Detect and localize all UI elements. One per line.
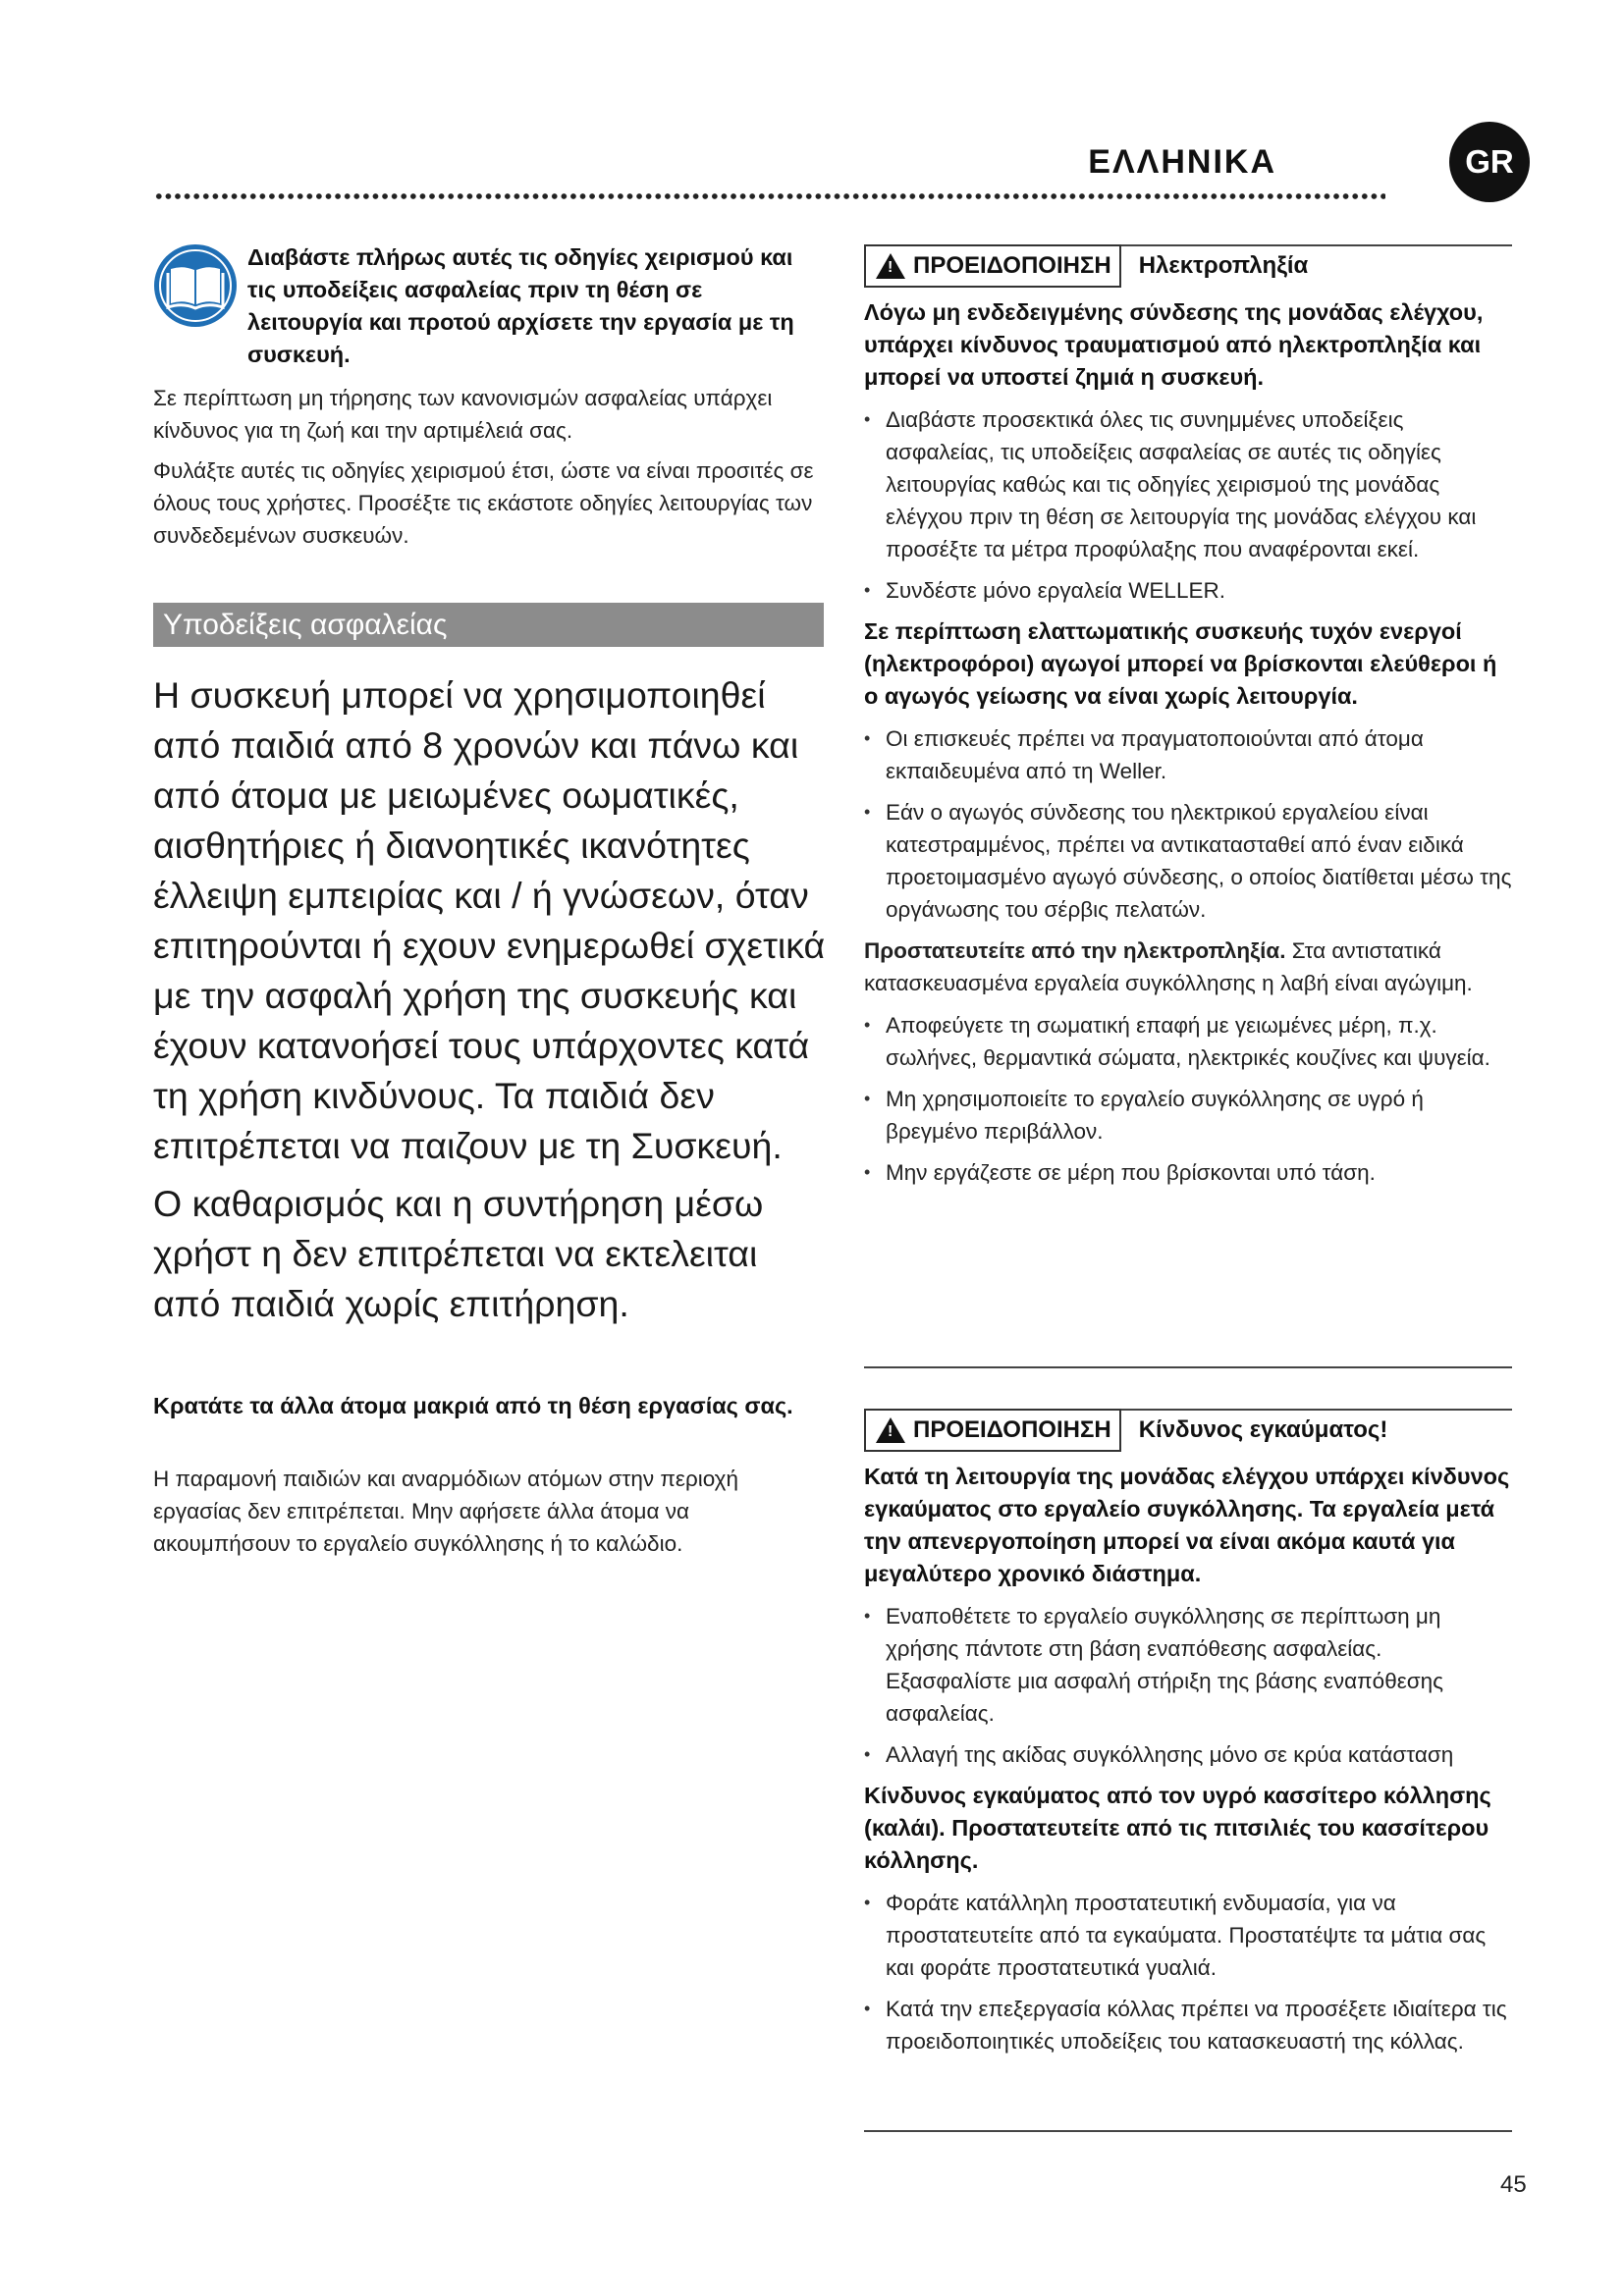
warning-header-burn [864, 1409, 1387, 1452]
warning-bottom-rule [864, 2130, 1512, 2132]
warning-label: ΠΡΟΕΙΔΟΠΟΙΗΣΗ [913, 252, 1111, 279]
list-item: • Οι επισκευές πρέπει να πραγματοποιούνται από άτομα εκπαιδευμένα από τη Weller. [864, 722, 1512, 787]
warning-subheading: Κίνδυνος εγκαύματος από τον υγρό κασσίτερο κόλλησης (καλάι). Προστατευτείτε από τις πιτσιλιές του κασσίτερου κόλλησης. [864, 1783, 1491, 1873]
children-usage-paragraph: Η συσκευή μπορεί να χρησιμοποιηθεί από παιδιά από 8 χρονών και πάνω και από άτομα με μειωμένες οωματικές, αισθητήριες ή διανοητικές ικανότητες έλλειψη εμπειρίας και / ή γνώσεων, όταν επιτηρούνται ή εχουν ενημερωθεί σχετικά με την ασφαλή χρήση της συσκευής και έχουν κατανοήσεί τους υπάρχοντες κατά τη χρήση κινδύνους. Τα παιδιά δεν επιτρέπεται να παιζουν με τη Συσκευή. [153, 674, 826, 1166]
warning-label-box [864, 244, 1121, 288]
dotted-divider [154, 192, 1385, 200]
keep-away-heading: Κρατάτε τα άλλα άτομα μακριά από τη θέση εργασίας σας. [153, 1393, 793, 1418]
warning-subheading: Σε περίπτωση ελαττωματικής συσκευής τυχόν ενεργοί (ηλεκτροφόροι) αγωγοί μπορεί να βρίσκονται ελεύθεροι ή ο αγωγός γείωσης να είναι χωρίς λειτουργία. [864, 618, 1497, 709]
language-badge: GR [1449, 122, 1530, 202]
list-item: • Διαβάστε προσεκτικά όλες τις συνημμένες υποδείξεις ασφαλείας, τις υποδείξεις ασφαλείας σε αυτές τις οδηγίες λειτουργίας καθώς και τις οδηγίες χειρισμού της μονάδας ελέγχου πριν τη θέση σε λειτουργία της μονάδας ελέγχου και προσέξτε τα μέτρα προφύλαξης που αναφέρονται εκεί. [864, 403, 1512, 565]
list-item: • Αλλαγή της ακίδας συγκόλλησης μόνο σε κρύα κατάσταση [864, 1738, 1512, 1771]
warning-header-electric [864, 244, 1308, 288]
warning-lead: Κατά τη λειτουργία της μονάδας ελέγχου υπάρχει κίνδυνος εγκαύματος στο εργαλείο συγκόλλησης. Τα εργαλεία μετά την απενεργοποίηση μπορεί να είναι ακόμα καυτά για μεγαλύτερο χρονικό διάστημα. [864, 1464, 1510, 1586]
manual-book-icon [153, 243, 238, 328]
warning-label-box [864, 1409, 1121, 1452]
warning-bullet-list [864, 722, 1512, 926]
list-item: • Κατά την επεξεργασία κόλλας πρέπει να προσέξετε ιδιαίτερα τις προειδοποιητικές υποδείξεις του κατασκευαστή της κόλλας. [864, 1993, 1512, 2057]
list-item: • Εναποθέτετε το εργαλείο συγκόλλησης σε περίπτωση μη χρήσης πάντοτε στη βάση εναπόθεσης ασφαλείας. Εξασφαλίστε μια ασφαλή στήριξη της βάσης εναπόθεσης ασφαλείας. [864, 1600, 1512, 1730]
intro-paragraph-1: Σε περίπτωση μη τήρησης των κανονισμών ασφαλείας υπάρχει κίνδυνος για τη ζωή και την αρτιμέλειά σας. [153, 386, 773, 443]
warning-topic: Ηλεκτροπληξία [1138, 252, 1309, 279]
warning-body-burn [864, 1461, 1512, 2066]
warning-triangle-icon [876, 1417, 905, 1443]
warning-body-electric [864, 296, 1512, 1198]
children-usage-notice [153, 670, 831, 1329]
warning-bottom-rule [864, 1366, 1512, 1368]
warning-lead: Λόγω μη ενδεδειγμένης σύνδεσης της μονάδας ελέγχου, υπάρχει κίνδυνος τραυματισμού από ηλεκτροπληξία και μπορεί να υποστεί ζημιά η συσκευή. [864, 299, 1484, 390]
warning-bullet-list [864, 1600, 1512, 1771]
warning-bullet-list [864, 1009, 1512, 1189]
warning-bullet-list [864, 1887, 1512, 2057]
list-item: • Μην εργάζεστε σε μέρη που βρίσκονται υπό τάση. [864, 1156, 1512, 1189]
intro-bold-text: Διαβάστε πλήρως αυτές τις οδηγίες χειρισμού και τις υποδείξεις ασφαλείας πριν τη θέση σε λειτουργία και προτού αρχίσετε την εργασία με τη συσκευή. [247, 244, 794, 367]
protect-paragraph [864, 934, 1512, 999]
intro-paragraph-2: Φυλάξτε αυτές τις οδηγίες χειρισμού έτσι, ώστε να είναι προσιτές σε όλους τους χρήστες. Προσέξτε τις εκάστοτε οδηγίες λειτουργίας των συνδεδεμένων συσκευών. [153, 458, 814, 548]
warning-bullet-list [864, 403, 1512, 607]
warning-label: ΠΡΟΕΙΔΟΠΟΙΗΣΗ [913, 1416, 1111, 1443]
list-item: • Εάν ο αγωγός σύνδεσης του ηλεκτρικού εργαλείου είναι κατεστραμμένος, πρέπει να αντικατασταθεί από έναν ειδικά προετοιμασμένο αγωγό σύνδεσης, ο οποίος διατίθεται μέσω της οργάνωσης του σέρβις πελατών. [864, 796, 1512, 926]
cleaning-notice-paragraph: Ο καθαρισμός και η συντήρηση μέσω χρήστ η δεν επιτρέπεται να εκτελειται από παιδιά χωρίς επιτήρηση. [153, 1183, 764, 1324]
section-title: Υποδείξεις ασφαλείας [163, 609, 448, 641]
list-item: • Φοράτε κατάλληλη προστατευτική ενδυμασία, για να προστατευτείτε από τα εγκαύματα. Προστατέψτε τα μάτια σας και φοράτε προστατευτικά γυαλιά. [864, 1887, 1512, 1984]
language-title: ΕΛΛΗΝΙΚΑ [1088, 143, 1276, 181]
protect-text: Στα αντιστατικά κατασκευασμένα εργαλεία συγκόλλησης η λαβή είναι αγώγιμη. [864, 938, 1473, 995]
warning-topic: Κίνδυνος εγκαύματος! [1138, 1416, 1388, 1443]
protect-bold: Προστατευτείτε από την ηλεκτροπληξία. [864, 938, 1286, 963]
keep-away-paragraph: Η παραμονή παιδιών και αναρμόδιων ατόμων στην περιοχή εργασίας δεν επιτρέπεται. Μην αφήσετε άλλα άτομα να ακουμπήσουν το εργαλείο συγκόλλησης ή το καλώδιο. [153, 1467, 738, 1556]
page-number: 45 [1500, 2171, 1527, 2198]
warning-triangle-icon [876, 253, 905, 279]
list-item: • Αποφεύγετε τη σωματική επαφή με γειωμένες μέρη, π.χ. σωλήνες, θερμαντικά σώματα, ηλεκτρικές κουζίνες και ψυγεία. [864, 1009, 1512, 1074]
list-item: • Συνδέστε μόνο εργαλεία WELLER. [864, 574, 1512, 607]
list-item: • Μη χρησιμοποιείτε το εργαλείο συγκόλλησης σε υγρό ή βρεγμένο περιβάλλον. [864, 1083, 1512, 1148]
